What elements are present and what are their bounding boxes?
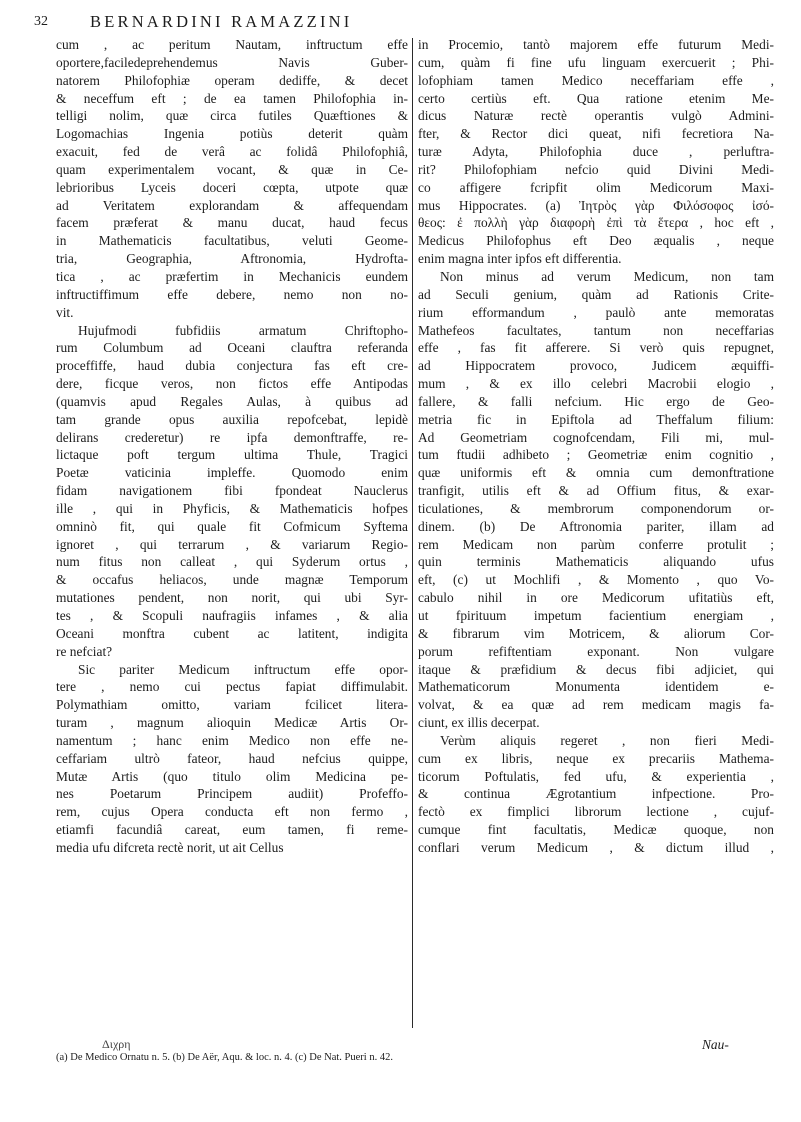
text-line: ceffariam ultrò fateor, haud nefcius quippe, [56, 750, 408, 766]
text-line: vit. [56, 304, 74, 320]
footnotes: (a) De Medico Ornatu n. 5. (b) De Aër, Aqu. & loc. n. 4. (c) De Nat. Pueri n. 42. [56, 1052, 393, 1063]
text-line: tranfigit, utilis eft & ad Offium fitus, & exar- [418, 483, 774, 499]
text-line: fallere, & falli nefcium. Hic ergo de Geo- [418, 393, 774, 409]
text-line: volvat, & ea quæ ad rem medicam magis fa- [418, 697, 774, 713]
text-line: lebrioribus Lyceis doceri cœpta, utpote quæ [56, 179, 408, 195]
text-line: exacuit, fed de verâ ac folidâ Philofophiâ, [56, 144, 408, 160]
text-line: oportere,faciledeprehendemus Navis Guber- [56, 54, 408, 70]
text-line: cumque fint facultatis, Medicæ quoque, non [418, 822, 774, 838]
text-line: (quamvis apud Regales Aulas, à quibus ad [56, 393, 408, 409]
text-line: Sic pariter Medicum inftructum effe opor- [78, 661, 408, 677]
text-line: ad Hippocratem provoco, Judicem æquiffi- [418, 358, 774, 374]
text-line: Mathematicorum Monumenta identidem e- [418, 679, 774, 695]
text-line: & neceffum eft ; de ea tamen Philofophia in- [56, 90, 408, 106]
text-line: ticorum Poftulatis, fed ufu, & experientia , [418, 768, 774, 784]
text-line: tam grande opus auxilia repofcebat, lepidè [56, 411, 408, 427]
text-line: Non minus ad verum Medicum, non tam [440, 268, 774, 284]
text-line: in Procemio, tantò majorem effe futurum Medi- [418, 37, 774, 52]
text-line: proceffiffe, haud dubia conjectura fas eft cre- [56, 358, 408, 374]
page-number: 32 [34, 14, 48, 29]
text-line: ciunt, ex illis decerpat. [418, 715, 540, 731]
text-line: lofophiam tamen Medico neceffariam effe , [418, 72, 774, 88]
text-line: porum refiftentiam exponant. Non vulgare [418, 643, 774, 659]
text-line: dinem. (b) De Aftronomia pariter, illam ad [418, 518, 774, 534]
text-line: Mathefeos facultates, tantum non neceffarias [418, 322, 774, 338]
text-line: lictaque poft tergum ultima Thule, Tragici [56, 447, 408, 463]
text-line: dere, ficque veros, non fictos effe Antipodas [56, 376, 408, 392]
column-divider [412, 38, 413, 1028]
text-line: eft, (c) ut Mochlifi , & Momento , quo Vo- [418, 572, 774, 588]
left-text-column [56, 36, 408, 1036]
text-line: rem Medicam non parùm conferre protulit ; [418, 536, 774, 552]
text-line: ticulationes, & membrorum componendorum or- [418, 500, 774, 516]
text-line: rium efformandum , paulò ante memoratas [418, 304, 774, 320]
text-line: tum ftudii adhibeto ; Geometriæ enim cognitio , [418, 447, 774, 463]
text-line: cum , ac peritum Nautam, inftructum effe [56, 37, 408, 52]
text-line: rum Columbum ad Oceani clauftra referanda [56, 340, 408, 356]
catchword: Nau- [702, 1037, 729, 1052]
text-line: mutationes pendent, non norit, qui ubi Syr- [56, 590, 408, 606]
text-line: natorem Philofophiæ operam dediffe, & decet [56, 72, 408, 88]
text-line: namentum ; hanc enim Medico non effe ne- [56, 732, 408, 748]
text-line: itaque & præfidium & decus fibi adjiciet, qui [418, 661, 774, 677]
text-line: rem, cujus Opera conducta eft non fermo , [56, 804, 408, 820]
text-line: Ad Geometriam cognofcendam, Fili mi, mul- [418, 429, 774, 445]
text-line: tria, Geographia, Aftronomia, Hydrofta- [56, 251, 408, 267]
text-line: fter, & Rector dici queat, nifi fecretiora Na- [418, 126, 774, 142]
text-line: ille , qui in Phyficis, & Mathematicis hofpes [56, 500, 408, 516]
text-line: ad Seculi genium, quàm ad Rationis Crite- [418, 286, 774, 302]
text-line: cabulo nihil in ore Medicorum ufitatiùs eft, [418, 590, 774, 606]
text-line: fectò ex fimplici librorum lectione , cujuf- [418, 804, 774, 820]
text-line: conflari verum Medicum , & dictum illud , [418, 839, 774, 855]
text-line: in Mathematicis facultatibus, veluti Geome- [56, 233, 408, 249]
text-line: facem præferat & manu ducat, haud fecus [56, 215, 408, 231]
text-line: Hujufmodi fubfidiis armatum Chriftopho- [78, 322, 408, 338]
text-line: Medicus Philofophus eft Deo æqualis , neque [418, 233, 774, 249]
text-line: cum ex libris, neque ex precariis Mathema- [418, 750, 774, 766]
text-line: cum, quàm fi fine ufu linguam exercuerit ; Phi- [418, 54, 774, 70]
text-line: media ufu difcreta rectè norit, ut ait Cellus [56, 839, 284, 855]
text-line: nes Poetarum Principem audiit) Profeffo- [56, 786, 408, 802]
text-line: ut fpirituum impetum facientium energiam , [418, 608, 774, 623]
text-line: certo certiùs eft. Qua ratione etenim Me- [418, 90, 774, 106]
text-line: enim magna inter ipfos eft differentia. [418, 251, 622, 267]
text-line: omninò fit, qui quale fit Cofmicum Syftema [56, 518, 408, 534]
text-line: & occafus heliacos, unde magnæ Temporum [56, 572, 408, 588]
text-line: Poetæ vaticinia impleffe. Quomodo enim [56, 465, 408, 481]
right-text-column [418, 36, 774, 1036]
text-line: fidam navigationem fibi fpondeat Nauclerus [56, 483, 408, 499]
text-line: effe , fas fit afferere. Si verò quis repugnet, [418, 340, 774, 356]
running-header [34, 12, 774, 34]
text-line: mus Hippocrates. (a) Ἰητρὸς γὰρ Φιλόσοφος ἰσό- [418, 197, 774, 213]
text-line: telligi nolim, quæ circa futiles Quæftiones & [56, 108, 408, 124]
margin-annotation: Διχρη [102, 1037, 131, 1051]
text-line: metria fic in Epiftola ad Theffalum filium: [418, 411, 774, 427]
text-line: Logomachias Ingenia potiùs deterit quàm [56, 126, 408, 142]
text-line: co affigere fcripfit olim Medicorum Maxi- [418, 179, 774, 195]
text-line: quam experimentalem vocant, & quæ in Ce- [56, 161, 408, 177]
text-line: num fitus non calleat , qui Syderum ortus , [56, 554, 408, 570]
text-line: & fibrarum vim Motricem, & aliorum Cor- [418, 625, 774, 641]
text-line: Mutæ Artis (quo titulo olim Medicina pe- [56, 768, 408, 784]
text-line: dicus Naturæ rectè operantis vulgò Admini- [418, 108, 774, 124]
text-line: turæ Adyta, Philofophia duce , perluftra- [418, 144, 774, 160]
text-line: ad Veritatem explorandam & affequendam [56, 197, 408, 213]
text-line: tica , ac præfertim in Mechanicis eundem [56, 268, 408, 284]
text-line: Oceani monftra cubent ac latitent, indigita [56, 625, 408, 641]
text-line: quin terminis Mathematicis aliquando ufus [418, 554, 774, 570]
text-line: & continua Ægrotantium infpectione. Pro- [418, 786, 774, 802]
text-line: inftructiffimum effe debere, nemo non no- [56, 286, 408, 302]
text-line: θεος: ἐ πολλὴ γὰρ διαφορὴ ἐπὶ τὰ ἕτερα , hoc eft , [418, 215, 774, 231]
text-line: quæ uniformis eft & omnia cum demonftratione [418, 465, 774, 481]
text-line: delirans crederetur) re ipfa demonftraffe, re- [56, 429, 408, 445]
text-line: etiamfi facundiâ careat, eum tamen, fi reme- [56, 822, 408, 838]
text-line: Polymathiam omitto, variam fcilicet litera- [56, 697, 408, 713]
text-line: mum , & ex illo celebri Macrobii elogio , [418, 376, 774, 392]
running-title: BERNARDINI RAMAZZINI [90, 12, 353, 31]
text-line: turam , magnum alioquin Medicæ Artis Or- [56, 715, 408, 731]
text-line: ignoret , qui terrarum , & variarum Regio- [56, 536, 408, 552]
text-line: tes , & Scopuli naufragiis infames , & alia [56, 608, 408, 623]
text-line: tere , nemo cui pectus fapiat diffimulabit. [56, 679, 408, 695]
text-line: Verùm aliquis regeret , non fieri Medi- [440, 732, 774, 748]
text-line: rit? Philofophiam nefcio quid Divini Medi- [418, 161, 774, 177]
text-line: re nefciat? [56, 643, 113, 659]
